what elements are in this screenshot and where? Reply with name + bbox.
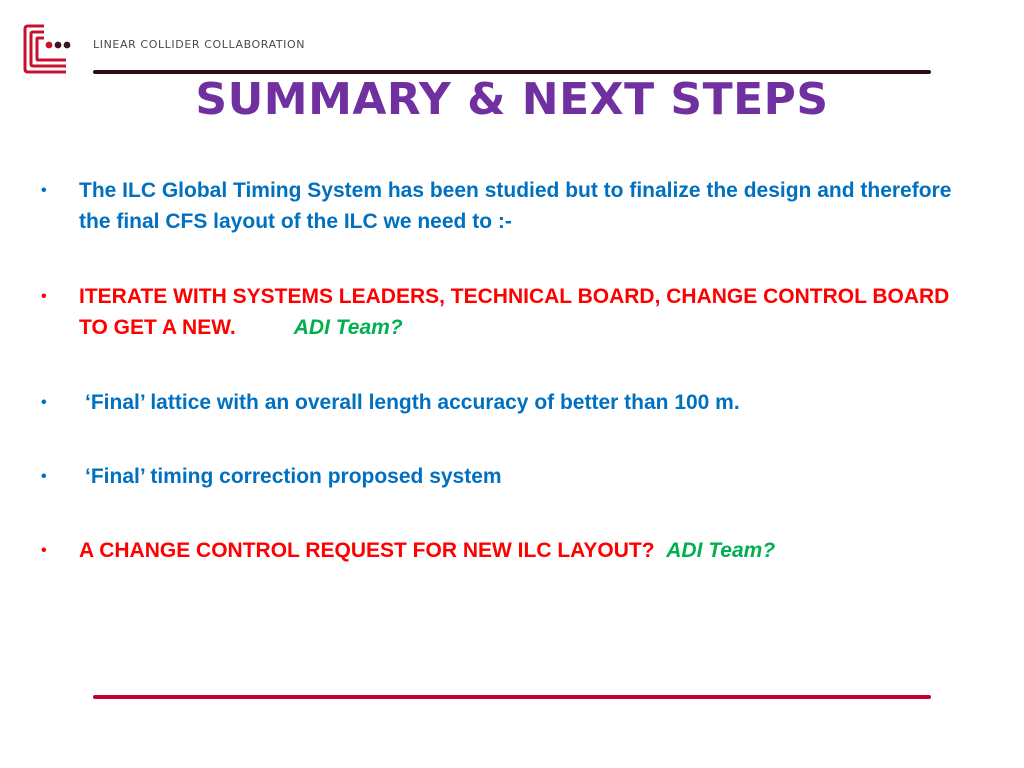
bullet-main-text: ITERATE WITH SYSTEMS LEADERS, TECHNICAL BOARD, CHANGE CONTROL BOARD TO GET A NEW. xyxy=(79,285,950,339)
bullet-marker: • xyxy=(41,542,47,559)
bullet-text: ‘Final’ lattice with an overall length accuracy of better than 100 m. xyxy=(85,391,740,414)
bullet-note: ADI Team? xyxy=(293,316,403,339)
bullet-main-text: A CHANGE CONTROL REQUEST FOR NEW ILC LAYOUT? xyxy=(79,539,655,562)
bullet-text: ‘Final’ timing correction proposed system xyxy=(85,465,502,488)
bullet-marker: • xyxy=(41,182,47,199)
bullet-text: The ILC Global Timing System has been studied but to finalize the design and therefore the final CFS layout of the ILC we need to :- xyxy=(79,179,952,233)
bullet-text xyxy=(79,535,959,566)
logo-text: LINEAR COLLIDER COLLABORATION xyxy=(93,38,306,51)
bullet-marker: • xyxy=(41,288,47,305)
bullet-marker: • xyxy=(41,468,47,485)
bullet-marker: • xyxy=(41,394,47,411)
bullet-note: ADI Team? xyxy=(666,539,776,562)
bullet-text xyxy=(79,281,959,343)
slide-title: SUMMARY & NEXT STEPS xyxy=(195,74,829,125)
bottom-divider xyxy=(93,695,931,699)
